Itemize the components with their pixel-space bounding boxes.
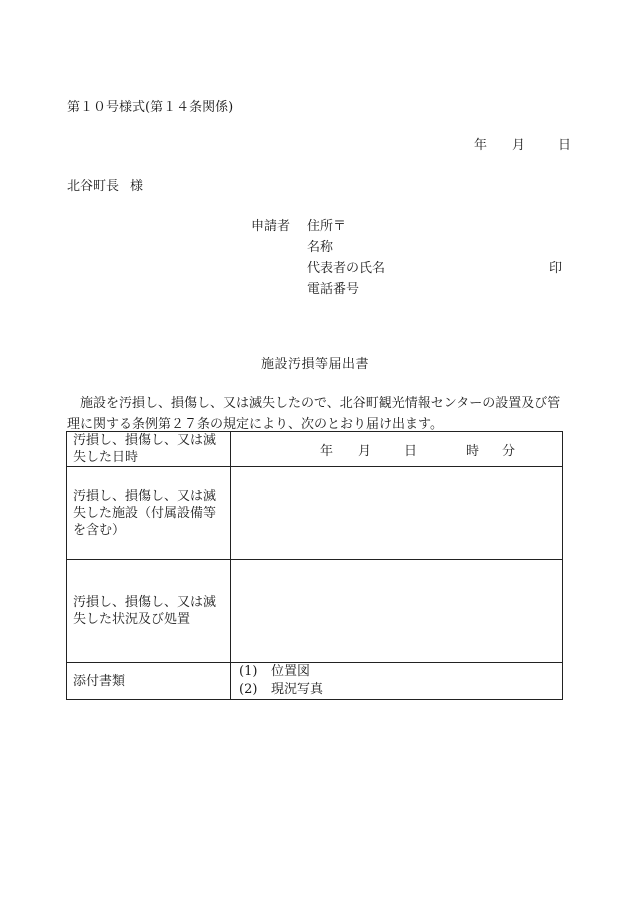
table-row-datetime <box>67 432 563 467</box>
applicant-representative-label: 代表者の氏名 <box>307 261 386 276</box>
facility-field[interactable] <box>231 467 563 560</box>
form-number: 第１０号様式(第１４条関係) <box>67 100 234 115</box>
datetime-minute-label: 分 <box>502 443 516 459</box>
attachment-number: (2) <box>239 682 258 697</box>
table-row-attachments <box>67 663 563 700</box>
addressee <box>67 180 143 193</box>
situation-field[interactable] <box>231 560 563 663</box>
datetime-hour-label: 時 <box>466 443 480 459</box>
document-title: 施設汚損等届出書 <box>260 357 369 372</box>
attachment-item <box>239 663 562 681</box>
attachment-text: 現況写真 <box>271 682 324 697</box>
date-year-label: 年 <box>474 138 488 153</box>
applicant-phone-label: 電話番号 <box>307 282 360 297</box>
applicant-name-label: 名称 <box>307 240 334 255</box>
datetime-label: 汚損し、損傷し、又は滅失した日時 <box>67 432 231 467</box>
attachment-item <box>239 681 562 699</box>
attachment-number: (1) <box>239 664 258 679</box>
notification-table <box>66 431 563 700</box>
applicant-address-label: 住所〒 <box>307 219 347 234</box>
body-paragraph: 施設を汚損し、損傷し、又は滅失したので、北谷町観光情報センターの設置及び管理に関する条例第２７条の規定により、次のとおり届け出ます。 <box>67 396 561 432</box>
table-row-facility <box>67 467 563 560</box>
datetime-day-label: 日 <box>404 443 418 459</box>
date-month-label: 月 <box>512 138 526 153</box>
submission-date <box>474 139 571 152</box>
datetime-field[interactable] <box>231 432 563 467</box>
date-day-label: 日 <box>558 138 572 153</box>
attachment-text: 位置図 <box>271 664 311 679</box>
addressee-honorific: 様 <box>130 179 144 194</box>
addressee-name: 北谷町長 <box>67 179 120 194</box>
attachments-list <box>231 663 563 700</box>
applicant-label: 申請者 <box>251 219 291 234</box>
situation-label: 汚損し、損傷し、又は滅失した状況及び処置 <box>67 560 231 663</box>
attachments-label: 添付書類 <box>67 663 231 700</box>
table-row-situation <box>67 560 563 663</box>
datetime-year-label: 年 <box>320 443 334 459</box>
datetime-month-label: 月 <box>358 443 372 459</box>
seal-mark: 印 <box>549 261 563 276</box>
facility-label: 汚損し、損傷し、又は滅失した施設（付属設備等を含む） <box>67 467 231 560</box>
